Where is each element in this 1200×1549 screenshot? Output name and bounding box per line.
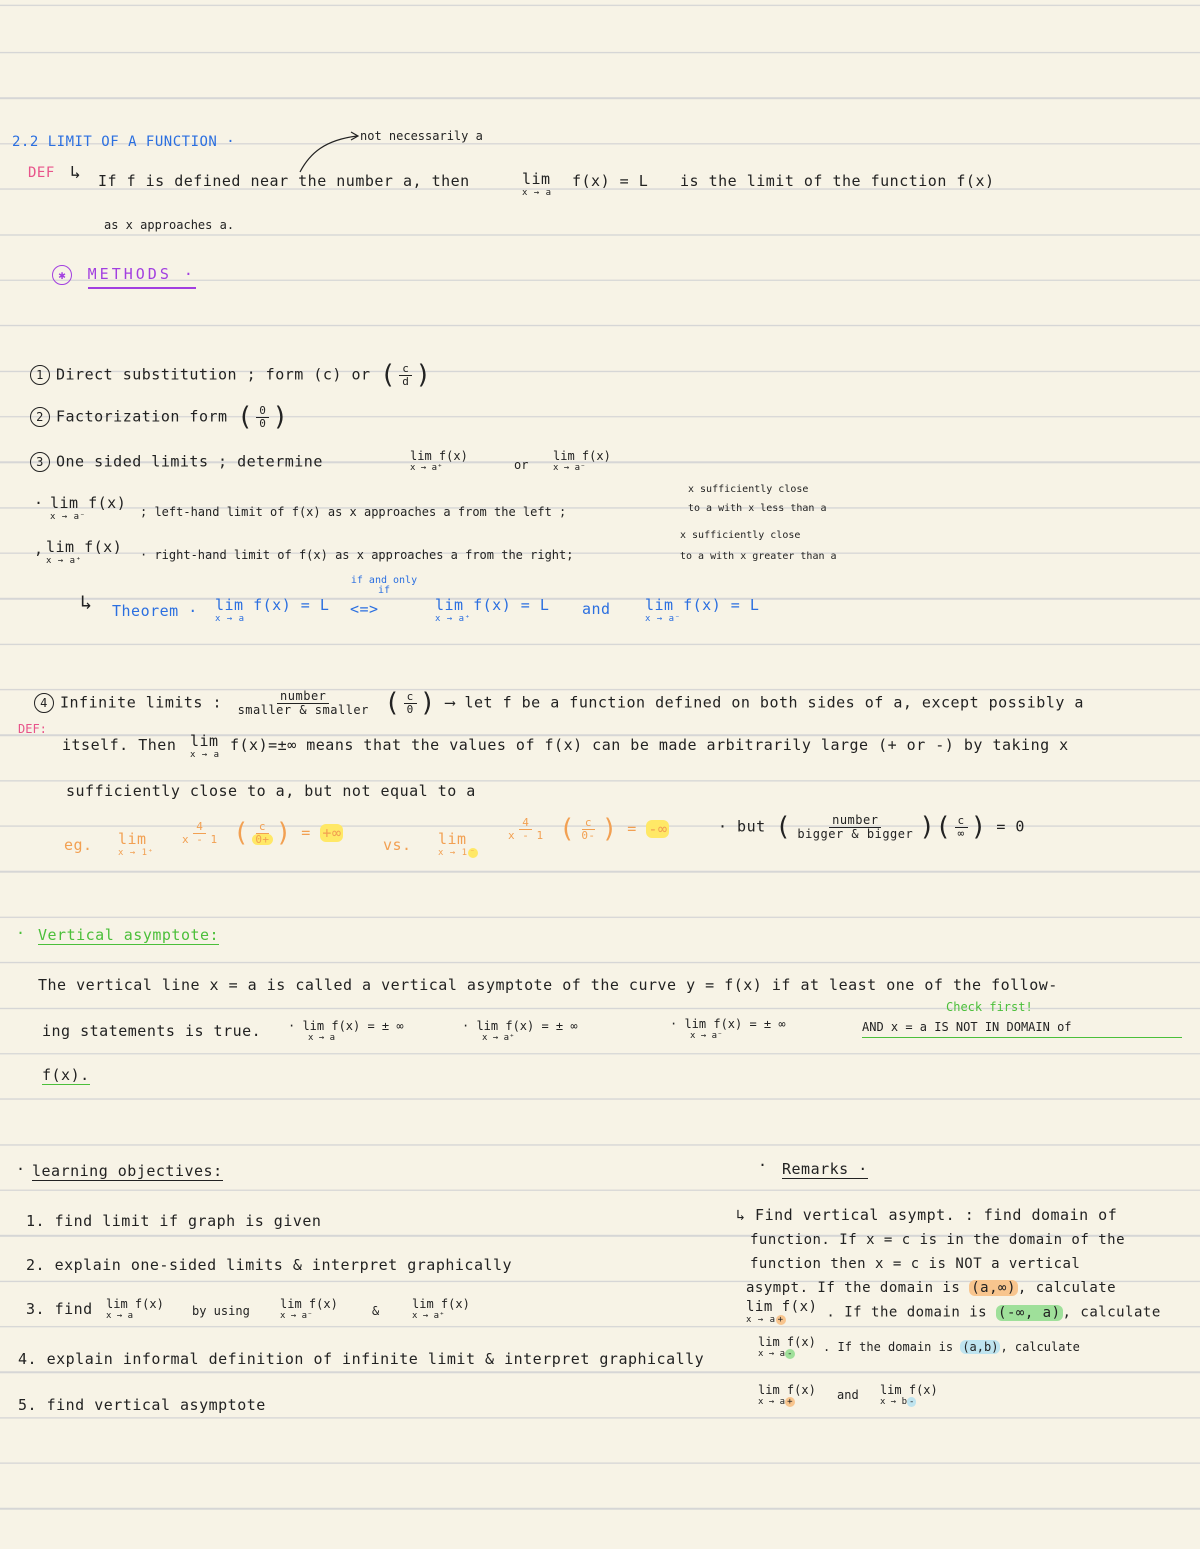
- right-limit-lim: [46, 540, 122, 566]
- lim-sub: x → b: [879, 1397, 908, 1407]
- method-3-text: One sided limits ; determine: [56, 452, 323, 471]
- lim-sub-sign: -: [909, 1397, 915, 1407]
- method-2-text: Factorization form: [56, 407, 228, 426]
- def-expr: f(x) = L: [572, 172, 649, 190]
- lim-expr: lim f(x): [46, 538, 123, 556]
- theorem-and: and: [582, 600, 611, 618]
- frac-den: 0+: [252, 834, 272, 846]
- left-limit-note1: x sufficiently close: [688, 484, 809, 495]
- def2-line1-b: f(x)=±∞ means that the values of f(x) can be made arbitrarily large (+ or -) by taking x: [230, 736, 1069, 754]
- method-4-text-b: let f be a function defined on both sides of a, except possibly a: [464, 693, 1084, 712]
- theorem-rhs: [645, 598, 759, 624]
- frac-den: 0-: [581, 828, 596, 842]
- method-4: 4 Infinite limits : $\frac{\text{number}}{\text{smaller \& smaller}}$ ( $\frac{c}{0}$ ) ⟶ let f be a function defined on both sides of a, except possibly a: [34, 688, 1084, 718]
- example-expr1: $\frac{4}{x - 1}$ ( $\frac{c}{0+}$ ) = +∞: [176, 818, 343, 848]
- lim-sub: x → a⁻: [50, 512, 86, 522]
- def2-line2: sufficiently close to a, but not equal to a: [66, 782, 476, 800]
- lim-expr: lim f(x): [758, 1335, 816, 1349]
- remarks-line5-b: , calculate: [1062, 1304, 1161, 1321]
- lim-word: lim: [118, 830, 147, 848]
- va-title: Vertical asymptote:: [38, 926, 220, 944]
- result-zero: = 0: [996, 817, 1025, 836]
- objective-3: 3. find: [26, 1300, 93, 1318]
- remarks-line4-a: asympt. If the domain is: [746, 1280, 961, 1296]
- result-minus-inf: -∞: [648, 819, 668, 838]
- frac-num: c: [955, 815, 968, 828]
- def-text-c: as x approaches a.: [104, 218, 235, 232]
- domain-a-b: (a,b): [962, 1340, 999, 1354]
- lim-expr: lim f(x): [50, 494, 127, 512]
- def-limit: [522, 172, 552, 198]
- frac-den: x - 1: [182, 832, 218, 846]
- theorem-arrow-icon: ↳: [80, 590, 93, 614]
- theorem-iff: <=>: [350, 600, 379, 618]
- lim-sub: x → a⁻: [553, 463, 586, 473]
- frac-num: number: [829, 814, 881, 828]
- lim-sub: x → a: [758, 1397, 786, 1407]
- annotation-note: not necessarily a: [360, 129, 483, 143]
- lim-expr: lim f(x): [746, 1299, 818, 1315]
- lim-expr: lim f(x) = L: [645, 596, 760, 614]
- objective-3-lim2: [280, 1298, 338, 1321]
- theorem-lhs: [215, 598, 329, 624]
- frac-den: d: [402, 374, 410, 388]
- objective-5: 5. find vertical asymptote: [18, 1396, 266, 1414]
- lim-sub-sign: +: [777, 1315, 784, 1325]
- lim-sub-sign: ⁻: [469, 848, 476, 858]
- frac-num: c: [582, 817, 595, 830]
- right-limit-text: · right-hand limit of f(x) as x approaches a from the right;: [140, 548, 574, 562]
- remarks-title: Remarks ·: [782, 1160, 868, 1178]
- remarks-line2: function. If x = c is in the domain of the: [750, 1232, 1126, 1248]
- def2-limit: [190, 734, 220, 760]
- lim-expr: lim f(x): [412, 1297, 470, 1311]
- method-4-number: 4: [34, 693, 54, 713]
- frac-num: 0: [256, 405, 269, 418]
- def-text-b: is the limit of the function f(x): [680, 172, 995, 190]
- lim-expr: lim f(x): [410, 449, 468, 463]
- frac-num: number: [277, 690, 329, 704]
- right-limit-bullet: ,: [34, 540, 44, 558]
- lim-sub: x → 1⁺: [118, 848, 154, 858]
- objective-3-by: by using: [192, 1304, 250, 1318]
- objectives-title: learning objectives:: [32, 1162, 223, 1180]
- lim-sub: x → 1: [438, 848, 468, 858]
- domain-neg-inf-a: (-∞, a): [998, 1304, 1061, 1321]
- right-limit-note2: to a with x greater than a: [680, 551, 837, 562]
- lim-sub: x → a: [190, 750, 220, 760]
- lim-word: lim: [438, 830, 467, 848]
- objective-3-lim3: [412, 1298, 470, 1321]
- left-limit-text: ; left-hand limit of f(x) as x approaches a from the left ;: [140, 505, 567, 519]
- lim-sub: x → a⁻: [280, 1311, 313, 1321]
- objective-3-lim1: [106, 1298, 164, 1321]
- def2-line1-a: itself. Then: [62, 736, 177, 754]
- lim-sub: x → a: [522, 188, 552, 198]
- theorem-mid: [435, 598, 549, 624]
- frac-num: c: [256, 821, 269, 834]
- method-1: 1 Direct substitution ; form (c) or ( $\frac{c}{d}$ ): [30, 360, 431, 390]
- left-limit-lim: [50, 496, 126, 522]
- va-bullet: ·: [16, 924, 26, 942]
- lim-expr: lim f(x) = L: [435, 596, 550, 614]
- objective-3-amp: &: [372, 1304, 380, 1318]
- method-3-lim1: [410, 450, 468, 473]
- lim-sub: x → a⁻: [645, 614, 681, 624]
- va-line3: f(x).: [42, 1066, 90, 1084]
- method-3-number: 3: [30, 452, 50, 472]
- lim-sub: x → a⁻: [690, 1031, 723, 1041]
- lim-expr: · lim f(x) = ± ∞: [670, 1017, 786, 1031]
- remarks-line1: ↳ Find vertical asympt. : find domain of: [736, 1206, 1118, 1224]
- remarks-line4-b: , calculate: [1017, 1280, 1117, 1296]
- left-limit-bullet: ·: [34, 494, 44, 512]
- frac-den: smaller & smaller: [237, 702, 369, 717]
- lim-sub: x → a: [308, 1033, 336, 1043]
- lim-expr: lim f(x): [553, 449, 611, 463]
- frac-den: 0: [259, 416, 267, 430]
- method-2: 2 Factorization form ( $\frac{0}{0}$ ): [30, 402, 289, 432]
- example-lim1: [118, 832, 154, 858]
- va-cond-2: [462, 1020, 578, 1043]
- objective-1: 1. find limit if graph is given: [26, 1212, 322, 1230]
- lim-sub: x → a⁺: [482, 1033, 515, 1043]
- lim-expr: · lim f(x) = ± ∞: [462, 1019, 578, 1033]
- va-check-note: Check first!: [946, 1000, 1033, 1014]
- methods-heading: [52, 264, 196, 285]
- section-title: 2.2 LIMIT OF A FUNCTION ·: [12, 134, 236, 150]
- frac-num: c: [399, 363, 412, 376]
- annotation-arrow: [295, 128, 365, 174]
- lim-expr: lim f(x) = L: [215, 596, 330, 614]
- method-3-or: or: [514, 458, 529, 472]
- theorem-iff-note: if and only if: [350, 575, 418, 596]
- lim-sub-sign: +: [787, 1397, 793, 1407]
- frac-num: c: [404, 691, 417, 704]
- remarks-line7: [758, 1384, 938, 1407]
- objectives-bullet: ·: [16, 1160, 26, 1178]
- remarks-line5-a: . If the domain is: [826, 1304, 988, 1321]
- lim-expr: lim f(x): [106, 1297, 164, 1311]
- lim-expr: lim f(x): [758, 1383, 816, 1397]
- remarks-line6: [758, 1336, 1080, 1359]
- remarks-line3: function then x = c is NOT a vertical: [750, 1256, 1081, 1272]
- and-text: and: [837, 1388, 859, 1402]
- def-text-a: If f is defined near the number a, then: [98, 172, 470, 190]
- remarks-line5: [746, 1300, 1161, 1325]
- equals: =: [301, 823, 311, 842]
- asterisk-icon: ✱: [52, 265, 72, 285]
- frac-den: bigger & bigger: [797, 826, 914, 841]
- def-arrow-icon: ↳: [70, 162, 82, 183]
- remarks-bullet: ·: [758, 1156, 768, 1174]
- theorem-label: Theorem ·: [112, 602, 198, 620]
- method-3-lim2: [553, 450, 611, 473]
- lim-sub: x → a⁺: [46, 556, 82, 566]
- lim-sub: x → a⁺: [435, 614, 471, 624]
- method-4-text: Infinite limits :: [60, 693, 223, 712]
- va-line1: The vertical line x = a is called a vertical asymptote of the curve y = f(x) if at least one of the follow-: [38, 976, 1058, 994]
- domain-a-inf: (a,∞): [971, 1280, 1016, 1296]
- remarks-line4: [746, 1280, 1116, 1296]
- va-cond-3: [670, 1018, 786, 1041]
- method-3: [30, 452, 323, 472]
- left-limit-note2: to a with x less than a: [688, 503, 827, 514]
- remarks-line6-a: . If the domain is: [823, 1340, 954, 1354]
- va-cond-1: [288, 1020, 404, 1043]
- right-limit-note1: x sufficiently close: [680, 530, 801, 541]
- lim-sub: x → a: [758, 1349, 786, 1359]
- frac-den: 0: [406, 702, 414, 716]
- frac-num: 4: [519, 817, 532, 830]
- methods-title: METHODS ·: [88, 265, 196, 289]
- example-label: eg.: [64, 836, 93, 854]
- lim-expr: lim f(x): [879, 1383, 938, 1397]
- va-line2: ing statements is true.: [42, 1022, 262, 1040]
- arrow-right-icon: ⟶: [445, 693, 455, 712]
- remarks-line6-b: , calculate: [1000, 1340, 1080, 1354]
- frac-num: 4: [193, 821, 206, 834]
- objective-4: 4. explain informal definition of infinite limit & interpret graphically: [18, 1350, 705, 1368]
- lim-expr: · lim f(x) = ± ∞: [288, 1019, 404, 1033]
- frac-den: ∞: [957, 826, 965, 840]
- result-plus-inf: +∞: [322, 823, 342, 842]
- lim-sub: x → a: [746, 1315, 776, 1325]
- method-2-number: 2: [30, 407, 50, 427]
- lim-sub-sign: -: [787, 1349, 793, 1359]
- lim-sub: x → a⁺: [410, 463, 443, 473]
- lim-word: lim: [522, 170, 551, 188]
- lim-sub: x → a⁺: [412, 1311, 445, 1321]
- def-label: DEF: [28, 165, 55, 181]
- method-1-text: Direct substitution ; form (c) or: [56, 365, 371, 384]
- lim-expr: lim f(x): [280, 1297, 338, 1311]
- lim-sub: x → a: [215, 614, 245, 624]
- equals: =: [627, 819, 637, 838]
- def2-label: DEF:: [18, 722, 47, 736]
- lim-sub: x → a: [106, 1311, 134, 1321]
- lim-word: lim: [190, 732, 219, 750]
- example-vs: vs.: [383, 836, 412, 854]
- example-expr2: $\frac{4}{x - 1}$ ( $\frac{c}{0-}$ ) = -∞: [502, 814, 669, 844]
- va-and-note: AND x = a IS NOT IN DOMAIN of: [862, 1020, 1182, 1038]
- frac-den: x - 1: [508, 828, 544, 842]
- example-but: · but ( $\frac{\text{number}}{\text{bigger \& bigger}}$ )( $\frac{c}{\infty}$ ) = 0: [718, 812, 1025, 842]
- objective-2: 2. explain one-sided limits & interpret graphically: [26, 1256, 513, 1274]
- example-lim2: [438, 832, 478, 858]
- method-1-number: 1: [30, 365, 50, 385]
- but-text: · but: [718, 817, 766, 836]
